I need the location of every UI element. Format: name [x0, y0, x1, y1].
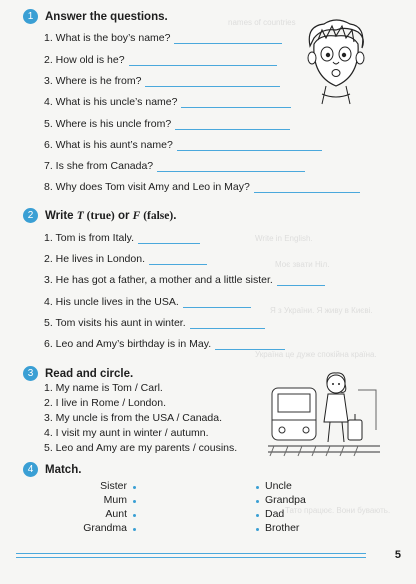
answer-line[interactable]: [145, 77, 280, 87]
section-4-number: 4: [23, 462, 38, 477]
page-number: 5: [394, 549, 401, 561]
circle-line-3[interactable]: 3. My uncle is from the USA / Canada.: [44, 412, 222, 424]
answer-line[interactable]: [254, 183, 360, 193]
circle-line-4[interactable]: 4. I visit my aunt in winter / autumn.: [44, 427, 209, 439]
section-1-title: Answer the questions.: [45, 10, 168, 23]
statement-2: 2. He lives in London.: [44, 253, 145, 265]
match-right-3: Dad: [265, 508, 285, 520]
question-7: 7. Is she from Canada?: [44, 160, 154, 172]
footer-rule: [16, 557, 366, 558]
circle-line-2[interactable]: 2. I live in Rome / London.: [44, 397, 166, 409]
match-right-4: Brother: [265, 522, 300, 534]
question-8: 8. Why does Tom visit Amy and Leo in May?: [44, 181, 250, 193]
match-left-3: Aunt: [105, 508, 127, 520]
match-left-2: Mum: [103, 494, 127, 506]
statement-1: 1. Tom is from Italy.: [44, 232, 135, 244]
match-dot-right[interactable]: [256, 500, 259, 503]
question-6: 6. What is his aunt’s name?: [44, 139, 173, 151]
match-dot-left[interactable]: [133, 528, 136, 531]
answer-line[interactable]: [183, 298, 251, 308]
match-left-4: Grandma: [83, 522, 127, 534]
answer-line[interactable]: [175, 120, 290, 130]
statement-3: 3. He has got a father, a mother and a little sister.: [44, 274, 273, 286]
answer-line[interactable]: [215, 340, 285, 350]
section-2-number: 2: [23, 208, 38, 223]
match-dot-left[interactable]: [133, 486, 136, 489]
question-1: 1. What is the boy’s name?: [44, 32, 171, 44]
match-dot-left[interactable]: [133, 514, 136, 517]
answer-line[interactable]: [177, 141, 322, 151]
circle-line-5[interactable]: 5. Leo and Amy are my parents / cousins.: [44, 442, 238, 454]
statement-6: 6. Leo and Amy’s birthday is in May.: [44, 338, 212, 350]
answer-line[interactable]: [149, 255, 207, 265]
match-dot-right[interactable]: [256, 528, 259, 531]
boy-illustration: [296, 16, 376, 106]
match-left-1: Sister: [100, 480, 127, 492]
answer-line[interactable]: [138, 234, 200, 244]
section-3-number: 3: [23, 366, 38, 381]
question-5: 5. Where is his uncle from?: [44, 118, 172, 130]
answer-line[interactable]: [174, 34, 282, 44]
statement-4: 4. His uncle lives in the USA.: [44, 296, 179, 308]
answer-line[interactable]: [277, 276, 325, 286]
match-right-2: Grandpa: [265, 494, 306, 506]
section-3-title: Read and circle.: [45, 367, 134, 380]
section-1-number: 1: [23, 9, 38, 24]
question-2: 2. How old is he?: [44, 54, 125, 66]
answer-line[interactable]: [129, 56, 277, 66]
girl-train-illustration: [268, 370, 380, 458]
question-4: 4. What is his uncle’s name?: [44, 96, 178, 108]
match-dot-right[interactable]: [256, 486, 259, 489]
match-right-1: Uncle: [265, 480, 292, 492]
section-2-title: Write T (true) or F (false).: [45, 209, 177, 222]
question-3: 3. Where is he from?: [44, 75, 142, 87]
circle-line-1[interactable]: 1. My name is Tom / Carl.: [44, 382, 163, 394]
section-4-title: Match.: [45, 463, 82, 476]
match-dot-left[interactable]: [133, 500, 136, 503]
answer-line[interactable]: [181, 98, 291, 108]
answer-line[interactable]: [157, 162, 305, 172]
footer-rule: [16, 553, 366, 554]
statement-5: 5. Tom visits his aunt in winter.: [44, 317, 186, 329]
match-dot-right[interactable]: [256, 514, 259, 517]
answer-line[interactable]: [190, 319, 265, 329]
